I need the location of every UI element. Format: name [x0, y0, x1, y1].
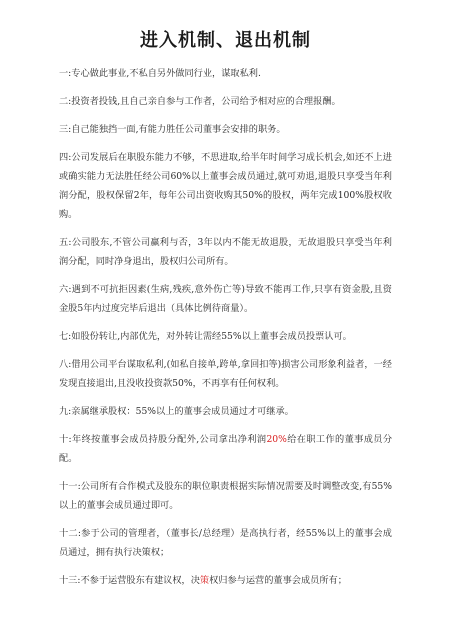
highlighted-character: 策 [199, 575, 210, 586]
clause-5: 五:公司股东,不管公司赢利与否，3年以内不能无故退股，无故退股只享受当年利润分配，同时净身退出，股权归公司所有。 [59, 237, 392, 267]
highlighted-percentage: 20% [266, 434, 287, 445]
clause-10: 十:年终按董事会成员持股分配外,公司拿出净利润20%给在职工作的董事成员分配。 [59, 434, 393, 464]
clause-12: 十二:参于公司的管理者，（董事长/总经理）是高执行者，经55%以上的董事会成员通过，拥有执行决策权； [59, 528, 392, 558]
clause-2: 二:投资者投钱,且自己亲自参与工作者，公司给予相对应的合理报酬。 [59, 96, 341, 107]
clause-11: 十一:公司所有合作模式及股东的职位职责根据实际情况需要及时调整改变,有55%以上的董事会成员通过即可。 [59, 481, 392, 511]
clause-13: 十三:不参于运营股东有建议权，决策权归参与运营的董事会成员所有； [59, 575, 347, 586]
clause-3: 三:自己能独挡一面,有能力胜任公司董事会安排的职务。 [59, 124, 286, 135]
clause-list [59, 64, 392, 590]
page-title: 进入机制、退出机制 [140, 30, 311, 51]
clause-9: 九:亲属继承股权：55%以上的董事会成员通过才可继承。 [59, 406, 294, 417]
clause-1: 一:专心做此事业,不私自另外做同行业，谋取私利. [59, 68, 261, 79]
clause-4: 四:公司发展后在职股东能力不够，不思进取,给半年时间学习成长机会,如还不上进或确实能力无法胜任经公司60%以上董事会成员通过,就可劝退,退股只享受当年利润分配，股权保留2年，每年公司出资收购其50%的股权，两年完成100%股权收购。 [59, 152, 392, 220]
clause-8: 八:借用公司平台谋取私利,(如私自接单,跨单,拿回扣等)损害公司形象利益者，一经发现直接退出,且没收投资款50%，不再享有任何权利。 [59, 359, 392, 389]
clause-7: 七:如股份转让,内部优先，对外转让需经55%以上董事会成员投票认可。 [59, 331, 352, 342]
clause-6: 六:遇到不可抗拒因素(生病,残疾,意外伤亡等)导致不能再工作,只享有资金股,且资金股5年内过度完毕后退出（具体比例待商量）。 [59, 284, 392, 314]
